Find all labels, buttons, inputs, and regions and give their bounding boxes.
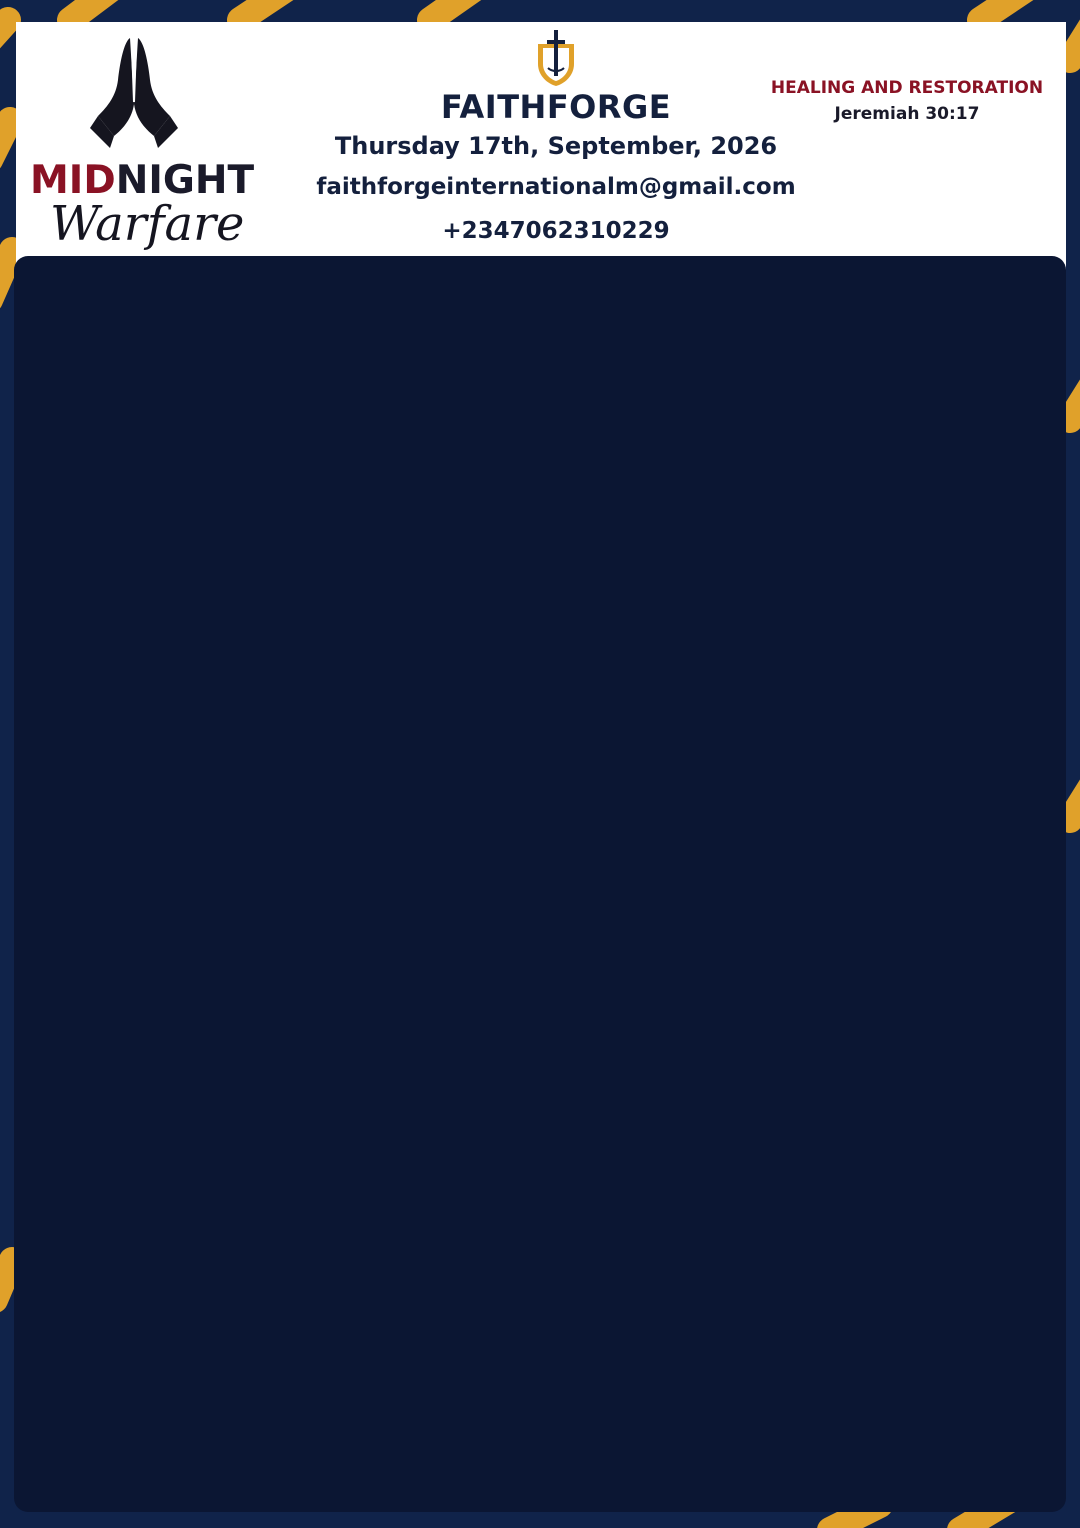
cross-shield-icon xyxy=(534,28,578,88)
logo-title-rest: NIGHT xyxy=(115,158,255,203)
brand-name: FAITHFORGE xyxy=(440,88,672,126)
event-info xyxy=(286,28,826,244)
logo-subtitle: Warfare xyxy=(50,196,245,252)
theme-title: HEALING AND RESTORATION xyxy=(770,78,1044,98)
header xyxy=(16,22,1066,272)
logo-title-red: MID xyxy=(30,158,116,203)
theme-info xyxy=(762,78,1052,124)
scripture-reference: Jeremiah 30:17 xyxy=(834,104,980,124)
midnight-warfare-logo xyxy=(30,32,270,262)
event-date: Thursday 17th, September, 2026 xyxy=(334,132,778,160)
prayer-panel xyxy=(14,256,1066,1512)
contact-email[interactable]: faithforgeinternationalm@gmail.com xyxy=(316,174,796,200)
praying-hands-icon xyxy=(84,32,184,152)
contact-phone[interactable]: +2347062310229 xyxy=(442,218,670,244)
